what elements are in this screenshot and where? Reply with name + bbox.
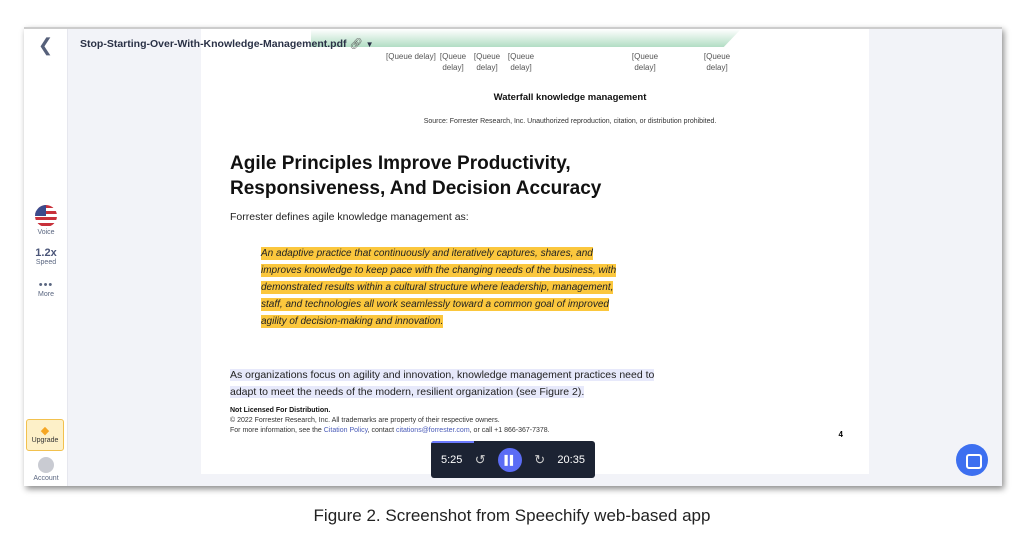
section-heading: Agile Principles Improve Productivity, Responsiveness, And Decision Accuracy xyxy=(230,153,602,199)
page-footer xyxy=(230,406,550,436)
pause-icon: ▌▌ xyxy=(504,454,516,465)
figure-caption: Figure 2. Screenshot from Speechify web-based app xyxy=(313,506,711,525)
citation-policy-link[interactable]: Citation Policy xyxy=(323,427,368,434)
footer-text: For more information, see the xyxy=(230,427,324,434)
voice-button[interactable] xyxy=(24,205,68,236)
queue-label: [Queue delay] xyxy=(386,52,436,61)
app-window xyxy=(24,27,1002,486)
remaining-time: 20:35 xyxy=(557,453,585,466)
dropdown-caret-icon[interactable]: ▼ xyxy=(365,40,374,49)
back-button[interactable]: ❮ xyxy=(38,35,54,55)
body-paragraph[interactable] xyxy=(230,367,670,400)
more-button[interactable] xyxy=(24,279,68,298)
avatar-icon xyxy=(38,457,54,473)
document-title[interactable] xyxy=(80,37,374,50)
rewind-icon[interactable]: ↺ xyxy=(474,451,486,467)
speed-value: 1.2x xyxy=(35,247,57,259)
forward-icon[interactable]: ↻ xyxy=(534,451,546,467)
footer-notice: Not Licensed For Distribution. xyxy=(230,407,331,414)
figure-source: Source: Forrester Research, Inc. Unauthorized reproduction, citation, or distribution prohibited. xyxy=(423,118,717,125)
page-number: 4 xyxy=(838,430,843,439)
queue-label: [Queue delay] xyxy=(473,52,501,72)
elapsed-time: 5:25 xyxy=(441,453,463,466)
definition-intro: Forrester defines agile knowledge management as: xyxy=(230,211,469,223)
account-label: Account xyxy=(33,475,59,482)
footer-text: , or call +1 866-367-7378. xyxy=(469,427,550,434)
pdf-page xyxy=(201,29,869,474)
quote-text: An adaptive practice that continuously and iteratively captures, shares, and improves knowledge to keep pace with the changing needs of the business, with demonstrated results within a cultural structure where leadership, management, staff, and technologies all work seamlessly toward a common goal of improved agility of decision-making and innovation. xyxy=(261,248,617,327)
chat-support-button[interactable] xyxy=(956,444,988,476)
speed-button[interactable] xyxy=(24,247,68,266)
email-link[interactable]: citations@forrester.com xyxy=(396,427,470,434)
figure-graphic xyxy=(311,29,741,47)
footer-text: , contact xyxy=(367,427,397,434)
account-button[interactable] xyxy=(24,457,68,482)
sidebar xyxy=(24,29,68,486)
paragraph-text: As organizations focus on agility and innovation, knowledge management practices need to adapt to meet the needs of the modern, resilient organization (see Figure 2). xyxy=(230,369,655,398)
speed-label: Speed xyxy=(35,259,57,266)
file-name: Stop-Starting-Over-With-Knowledge-Management.pdf xyxy=(80,38,347,50)
upgrade-button[interactable] xyxy=(26,419,64,451)
queue-label: [Queue delay] xyxy=(439,52,467,72)
upgrade-label: Upgrade xyxy=(31,437,59,444)
queue-label: [Queue delay] xyxy=(631,52,659,72)
voice-label: Voice xyxy=(37,229,55,236)
queue-label: [Queue delay] xyxy=(703,52,731,72)
figure-title: Waterfall knowledge management xyxy=(493,92,647,103)
more-label: More xyxy=(38,291,54,298)
link-icon[interactable]: 🔗︎ xyxy=(349,38,363,50)
playback-bar xyxy=(431,441,595,478)
playback-progress[interactable] xyxy=(431,441,474,443)
more-dots-icon: ••• xyxy=(38,279,54,291)
diamond-icon: ◆ xyxy=(40,425,50,437)
pause-button[interactable] xyxy=(498,448,522,472)
queue-label: [Queue delay] xyxy=(507,52,535,72)
us-flag-icon xyxy=(35,205,57,227)
footer-copyright: © 2022 Forrester Research, Inc. All trademarks are property of their respective owners. xyxy=(230,417,500,424)
highlighted-quote[interactable] xyxy=(261,245,631,330)
